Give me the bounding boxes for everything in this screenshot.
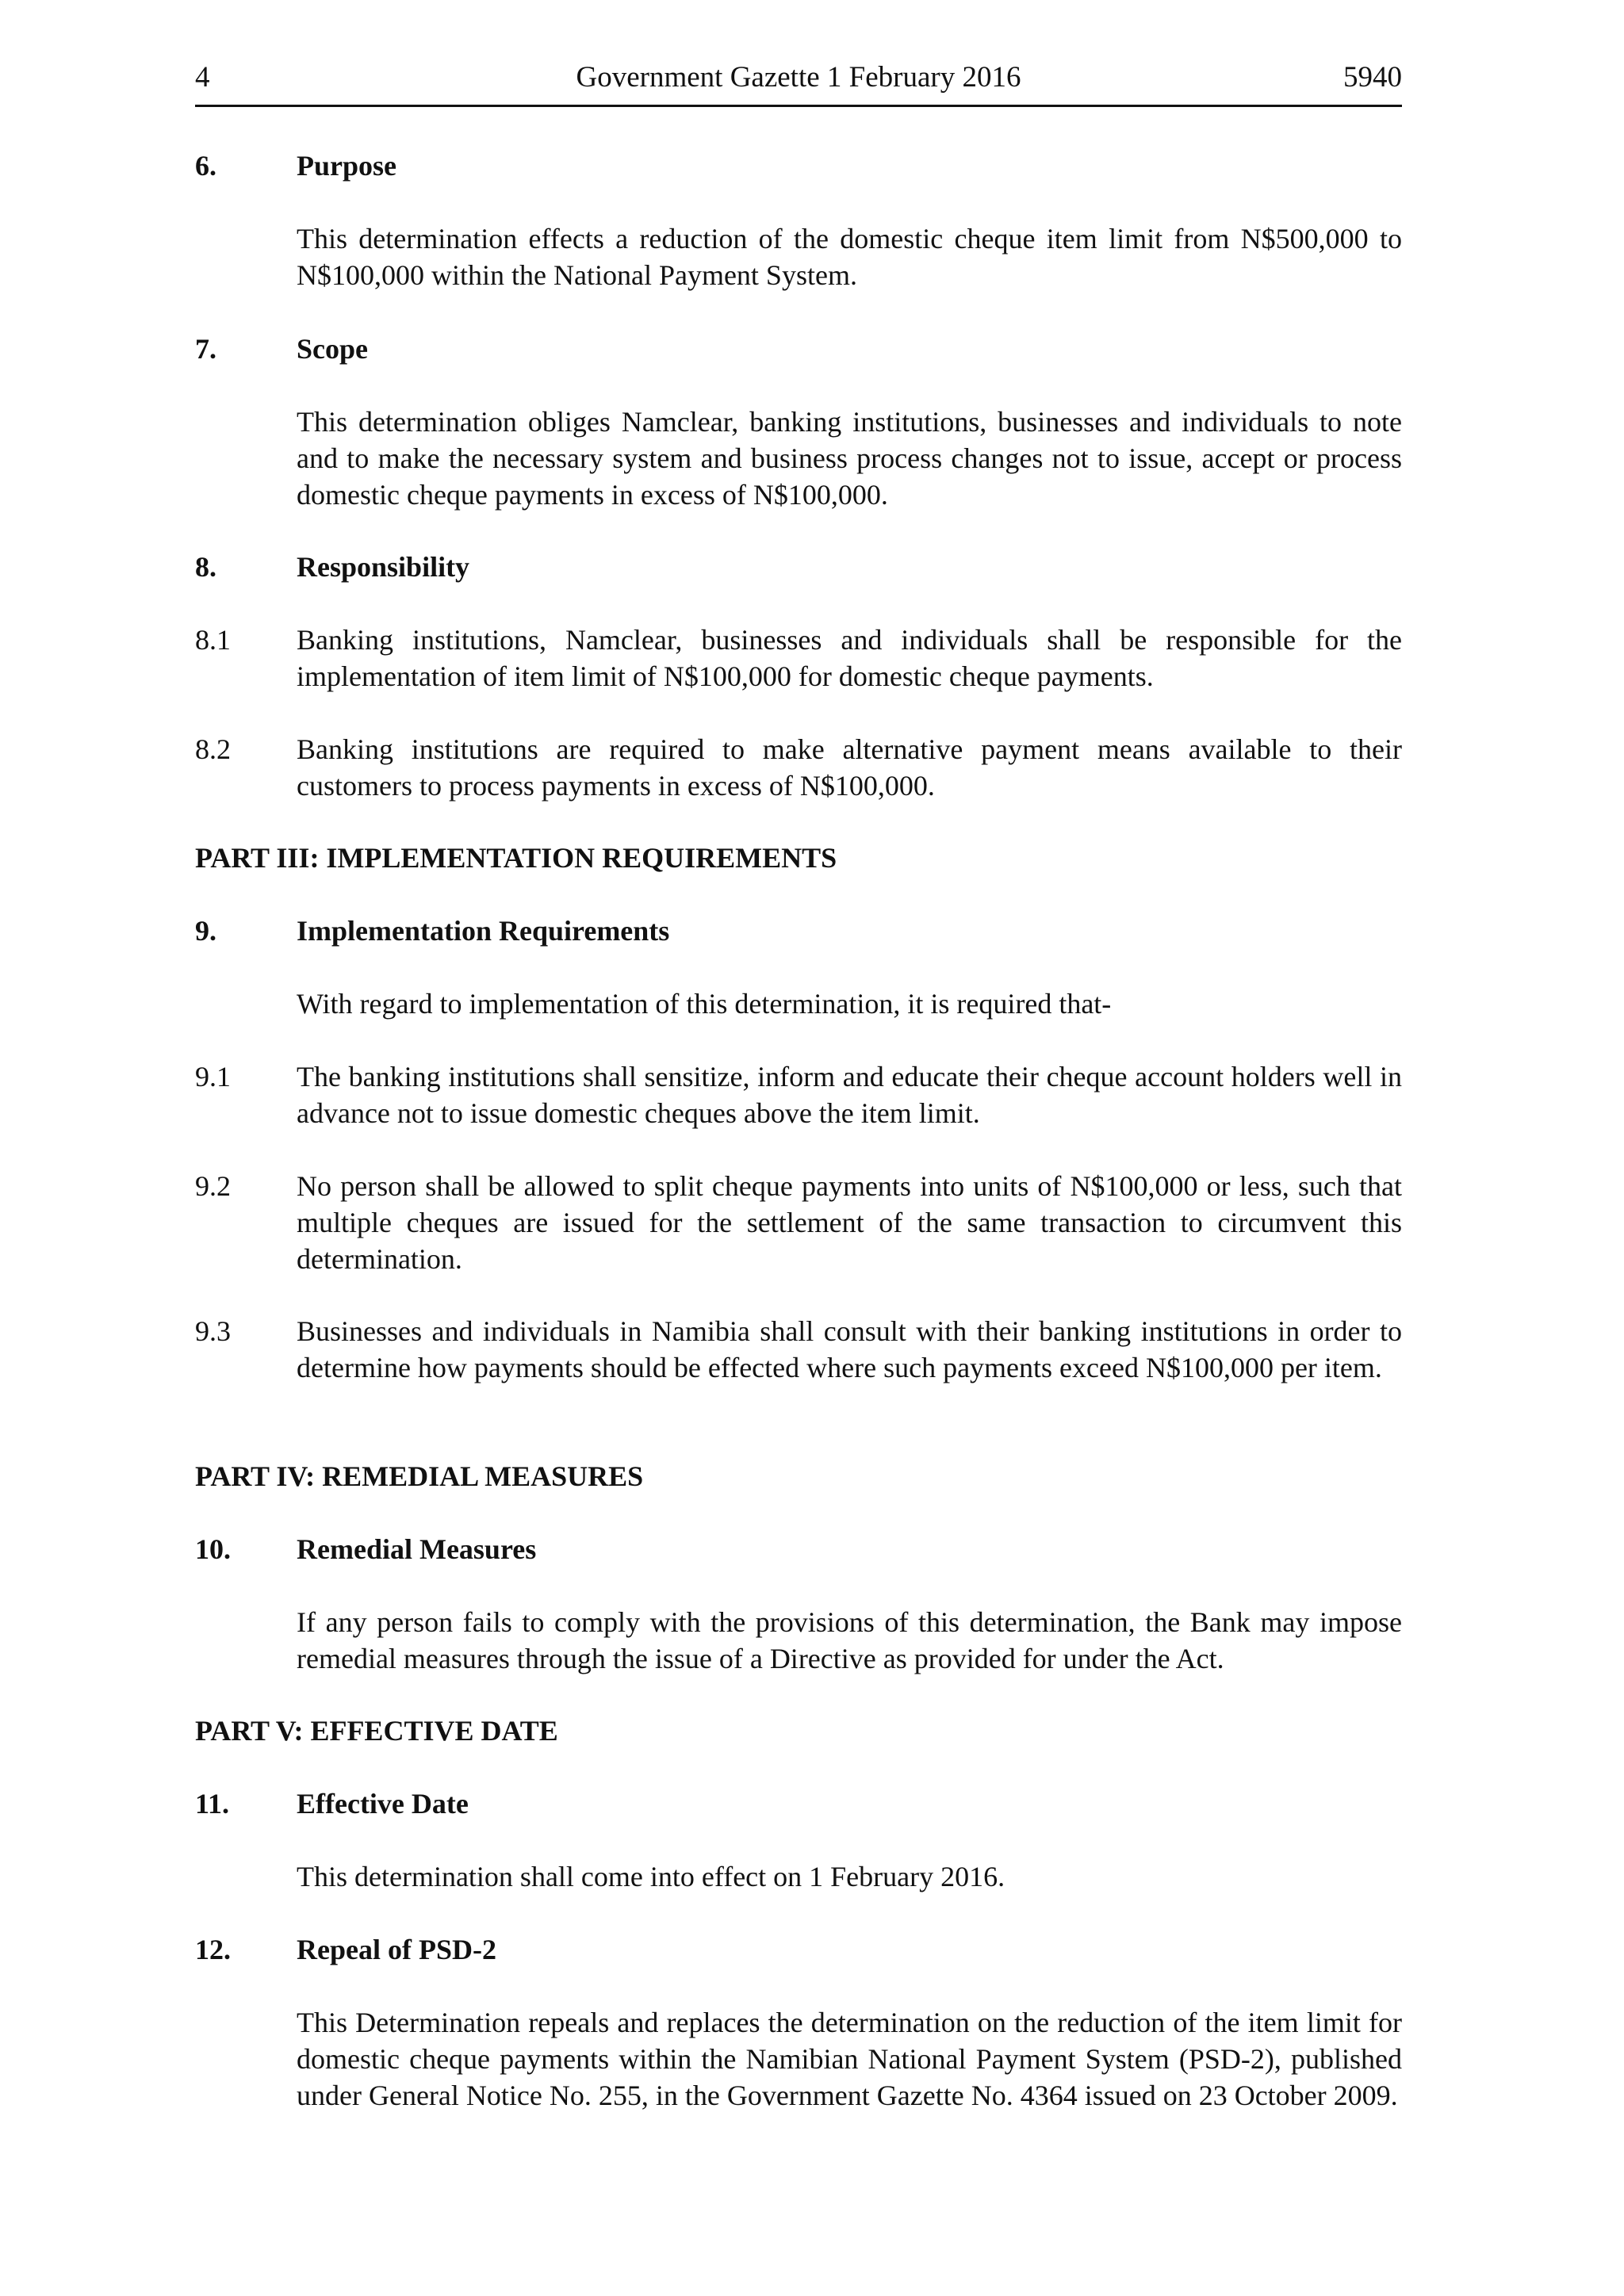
item-8-2-number: 8.2 [195, 733, 231, 765]
item-8-1-number: 8.1 [195, 624, 231, 656]
section-6-text: This determination effects a reduction of the domestic cheque item limit from N$500,000 to N$100,000 within the National Payment System. [297, 223, 1402, 291]
section-12-title: Repeal of PSD-2 [297, 1934, 496, 1965]
item-9-2-text: No person shall be allowed to split cheque payments into units of N$100,000 or less, such that multiple cheques are issued for the settlement of the same transaction to circumvent this determination. [297, 1170, 1402, 1275]
page-number: 4 [195, 61, 210, 94]
section-9-number: 9. [195, 915, 216, 947]
section-11-title: Effective Date [297, 1788, 469, 1820]
section-10-text: If any person fails to comply with the provisions of this determination, the Bank may impose remedial measures through the issue of a Directive as provided for under the Act. [297, 1606, 1402, 1674]
section-11-text: This determination shall come into effect on 1 February 2016. [297, 1861, 1005, 1892]
section-7-title: Scope [297, 333, 368, 365]
gazette-title: Government Gazette 1 February 2016 [576, 61, 1021, 94]
item-9-3-number: 9.3 [195, 1315, 231, 1347]
section-7-number: 7. [195, 333, 216, 365]
section-11-number: 11. [195, 1788, 230, 1820]
item-8-2-text: Banking institutions are required to make alternative payment means available to their customers to process payments in excess of N$100,000. [297, 733, 1402, 802]
part-4-heading: PART IV: REMEDIAL MEASURES [195, 1460, 644, 1492]
item-9-1-text: The banking institutions shall sensitize, inform and educate their cheque account holders well in advance not to issue domestic cheques above the item limit. [297, 1061, 1402, 1129]
part-5-heading: PART V: EFFECTIVE DATE [195, 1715, 558, 1747]
item-8-1-text: Banking institutions, Namclear, businesses and individuals shall be responsible for the implementation of item limit of N$100,000 for domestic cheque payments. [297, 624, 1402, 692]
section-10-number: 10. [195, 1533, 231, 1565]
section-9-title: Implementation Requirements [297, 915, 670, 947]
item-9-2-number: 9.2 [195, 1170, 231, 1202]
gazette-issue-number: 5940 [1343, 61, 1402, 94]
section-12-text: This Determination repeals and replaces the determination on the reduction of the item limit for domestic cheque payments within the Namibian National Payment System (PSD-2), published under General Notice No. 255, in the Government Gazette No. 4364 issued on 23 October 2009. [297, 2007, 1402, 2111]
section-7-text: This determination obliges Namclear, banking institutions, businesses and individuals to note and to make the necessary system and business process changes not to issue, accept or process domestic cheque payments in excess of N$100,000. [297, 406, 1402, 511]
item-9-3-text: Businesses and individuals in Namibia shall consult with their banking institutions in order to determine how payments should be effected where such payments exceed N$100,000 per item. [297, 1315, 1402, 1383]
section-8-number: 8. [195, 551, 216, 583]
section-10-title: Remedial Measures [297, 1533, 537, 1565]
section-6-title: Purpose [297, 150, 396, 182]
part-3-heading: PART III: IMPLEMENTATION REQUIREMENTS [195, 842, 837, 874]
page-header [195, 60, 1402, 107]
item-9-1-number: 9.1 [195, 1061, 231, 1093]
section-9-intro: With regard to implementation of this determination, it is required that- [297, 988, 1112, 1020]
section-12-number: 12. [195, 1934, 231, 1965]
section-6-number: 6. [195, 150, 216, 182]
section-8-title: Responsibility [297, 551, 470, 583]
